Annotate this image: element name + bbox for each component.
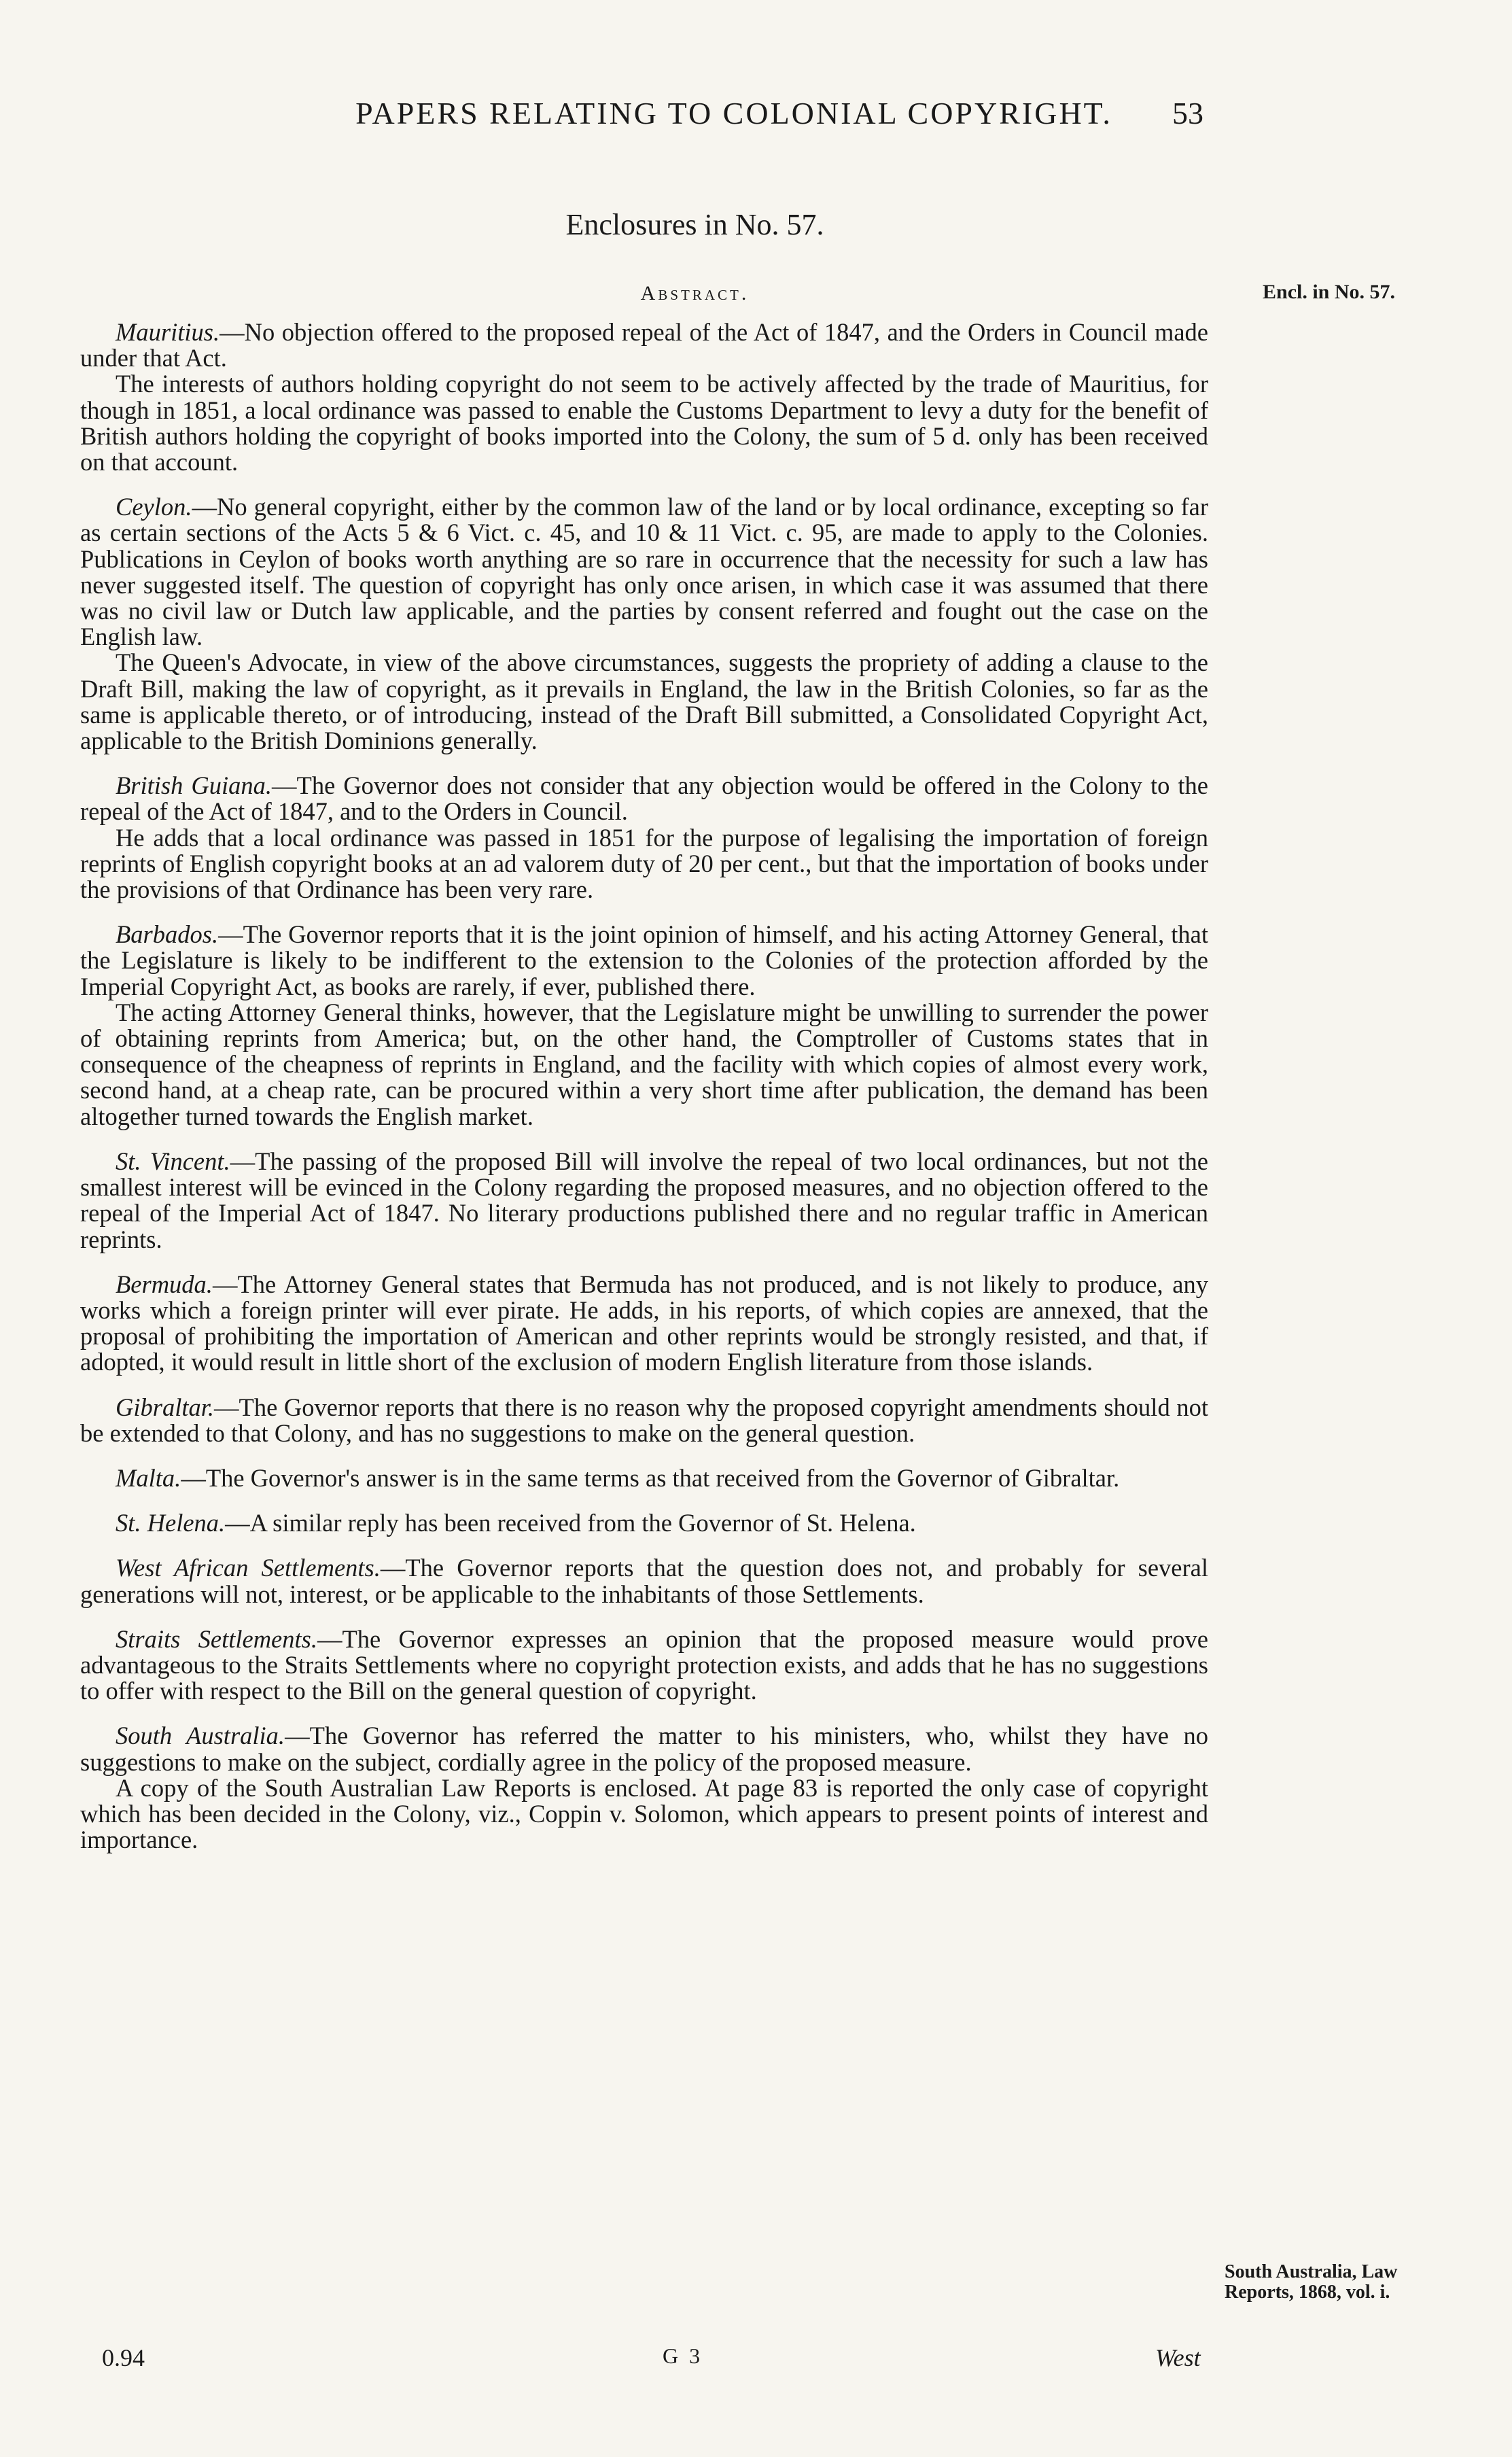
- paragraph: [80, 1272, 1208, 1376]
- abstract-heading: Abstract.: [640, 282, 750, 304]
- place-name: West African Settlements.: [116, 1554, 381, 1582]
- paragraph: [80, 1149, 1208, 1253]
- place-name: Malta.: [116, 1463, 181, 1492]
- paragraph: [80, 922, 1208, 1000]
- paragraph: [80, 1775, 1208, 1853]
- place-name: Mauritius.: [116, 318, 220, 346]
- paragraph: [80, 773, 1208, 824]
- paragraph: [80, 650, 1208, 754]
- paragraph: [80, 371, 1208, 475]
- paragraph: [80, 1000, 1208, 1130]
- margin-note-south-australia: South Australia, Law Reports, 1868, vol. i.: [1225, 2261, 1398, 2303]
- paragraph-text: —The passing of the proposed Bill will involve the repeal of two local ordinances, but not the smallest interest will be evinced in the Colony regarding the proposed measures, and no objection offered to the repeal of the Imperial Act of 1847. No literary productions published there and no regular traffic in American reprints.: [80, 1147, 1208, 1253]
- paragraph: [80, 1465, 1208, 1491]
- place-name: Bermuda.: [116, 1270, 213, 1298]
- paragraph-text: —The Governor expresses an opinion that the proposed measure would prove advantageous to the Straits Settlements where no copyright protection exists, and adds that he has no suggestions to offer with respect to the Bill on the general question of copyright.: [80, 1624, 1208, 1705]
- place-name: British Guiana.: [116, 771, 272, 800]
- place-name: St. Helena.: [116, 1509, 226, 1537]
- place-name: Barbados.: [116, 920, 219, 949]
- footer-code: 0.94: [102, 2344, 145, 2371]
- paragraph-text: He adds that a local ordinance was passed in 1851 for the purpose of legalising the importation of foreign reprints of English copyright books at an ad valorem duty of 20 per cent., but that the importation of books under the provisions of that Ordinance has been very rare.: [80, 823, 1208, 904]
- paragraph-text: —The Governor reports that there is no reason why the proposed copyright amendments should not be extended to that Colony, and has no suggestions to make on the general question.: [80, 1393, 1208, 1447]
- paragraph-text: —The Governor's answer is in the same terms as that received from the Governor of Gibraltar.: [181, 1463, 1120, 1492]
- page-number: 53: [1172, 96, 1203, 130]
- paragraph: [80, 1555, 1208, 1607]
- signature-mark: G 3: [663, 2343, 703, 2368]
- paragraph: [80, 494, 1208, 650]
- place-name: Ceylon.: [116, 493, 192, 521]
- paragraph-text: A copy of the South Australian Law Reports is enclosed. At page 83 is reported the only case of copyright which has been decided in the Colony, viz., Coppin v. Solomon, which appears to present points of interest and importance.: [80, 1773, 1208, 1854]
- place-name: St. Vincent.: [116, 1147, 230, 1175]
- paragraph-text: —No general copyright, either by the common law of the land or by local ordinance, excepting so far as certain sections of the Acts 5 & 6 Vict. c. 45, and 10 & 11 Vict. c. 95, are made to apply to the Colonies. Publications in Ceylon of books worth anything are so rare in occurrence that the necessity for such a law has never suggested itself. The question of copyright has only once arisen, in which case it was assumed that there was no civil law or Dutch law applicable, and the parties by consent referred and fought out the case on the English law.: [80, 493, 1208, 651]
- paragraph-text: —The Governor reports that the question does not, and probably for several generations will not, interest, or be applicable to the inhabitants of those Settlements.: [80, 1554, 1208, 1608]
- paragraph-text: —The Governor reports that it is the joint opinion of himself, and his acting Attorney General, that the Legislature is likely to be indifferent to the extension to the Colonies of the protection afforded by the Imperial Copyright Act, as books are rarely, if ever, published there.: [80, 920, 1208, 1000]
- catchword: West: [1155, 2344, 1201, 2371]
- paragraph-text: —The Attorney General states that Bermuda has not produced, and is not likely to produce, any works which a foreign printer will ever pirate. He adds, in his reports, of which copies are annexed, that the proposal of prohibiting the importation of American and other reprints would be strongly resisted, and that, if adopted, it would result in little short of the exclusion of modern English literature from those islands.: [80, 1270, 1208, 1376]
- paragraph-text: The Queen's Advocate, in view of the above circumstances, suggests the propriety of adding a clause to the Draft Bill, making the law of copyright, as it prevails in England, the law in the British Colonies, so far as the same is applicable thereto, or of introducing, instead of the Draft Bill submitted, a Consolidated Copyright Act, applicable to the British Dominions generally.: [80, 648, 1208, 755]
- paragraph: [80, 1395, 1208, 1446]
- paragraph: [80, 1626, 1208, 1705]
- paragraph-text: —A similar reply has been received from the Governor of St. Helena.: [225, 1509, 916, 1537]
- paragraph-text: —No objection offered to the proposed repeal of the Act of 1847, and the Orders in Council made under that Act.: [80, 318, 1208, 372]
- paragraph: [80, 1723, 1208, 1775]
- abstract-body: [80, 319, 1208, 1853]
- margin-note-enclosure: Encl. in No. 57.: [1263, 281, 1396, 303]
- paragraph-text: —The Governor does not consider that any objection would be offered in the Colony to the repeal of the Act of 1847, and to the Orders in Council.: [80, 771, 1208, 826]
- paragraph: [80, 825, 1208, 903]
- place-name: Gibraltar.: [116, 1393, 215, 1421]
- paragraph: [80, 319, 1208, 371]
- enclosure-title: Enclosures in No. 57.: [565, 208, 824, 241]
- paragraph-text: The acting Attorney General thinks, however, that the Legislature might be unwilling to surrender the power of obtaining reprints from America; but, on the other hand, the Comptroller of Customs states that in consequence of the cheapness of reprints in England, and the facility with which copies of almost every work, second hand, at a cheap rate, can be procured within a very short time after publication, the demand has been altogether turned towards the English market.: [80, 998, 1208, 1130]
- running-header: PAPERS RELATING TO COLONIAL COPYRIGHT.: [355, 96, 1112, 130]
- paragraph-text: —The Governor has referred the matter to his ministers, who, whilst they have no suggestions to make on the subject, cordially agree in the policy of the proposed measure.: [80, 1722, 1208, 1776]
- paragraph: [80, 1510, 1208, 1536]
- paragraph-text: The interests of authors holding copyright do not seem to be actively affected by the trade of Mauritius, for though in 1851, a local ordinance was passed to enable the Customs Department to levy a duty for the benefit of British authors holding the copyright of books imported into the Colony, the sum of 5 d. only has been received on that account.: [80, 370, 1208, 476]
- place-name: Straits Settlements.: [116, 1624, 317, 1653]
- place-name: South Australia.: [116, 1722, 285, 1750]
